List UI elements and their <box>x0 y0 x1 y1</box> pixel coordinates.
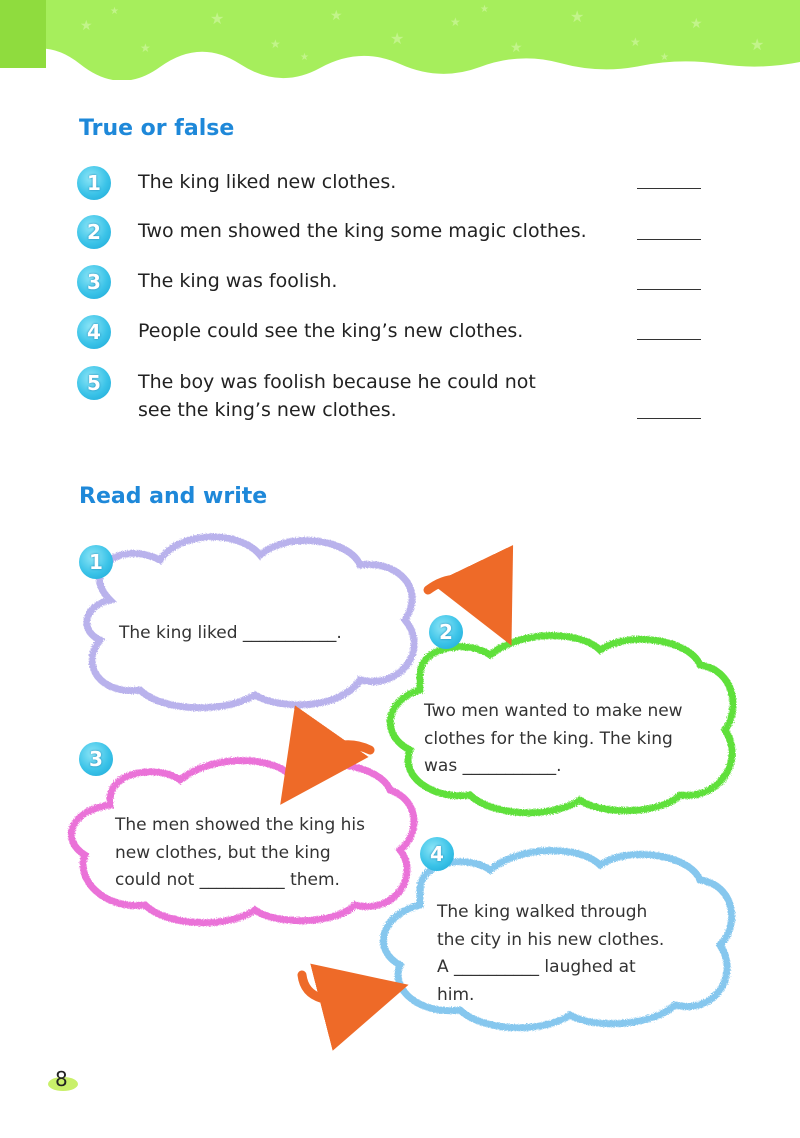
cloud-3-text <box>115 812 365 895</box>
cloud-2-line-1: Two men wanted to make new <box>424 701 683 721</box>
number-badge-1: 1 <box>77 166 111 200</box>
cloud-4-line-3: A __________ laughed at <box>437 957 636 977</box>
svg-text:★: ★ <box>330 8 343 24</box>
cloud-2-line-2: clothes for the king. The king <box>424 728 673 749</box>
number-badge-5: 5 <box>77 366 111 400</box>
statement-4: People could see the king’s new clothes. <box>138 320 524 342</box>
number-badge-4: 4 <box>77 315 111 349</box>
arrow-3-to-4 <box>302 975 365 1000</box>
svg-text:★: ★ <box>80 18 93 34</box>
svg-text:★: ★ <box>750 35 765 54</box>
svg-text:★: ★ <box>110 6 119 17</box>
cloud-1-line-1: The king liked ___________. <box>119 623 342 643</box>
svg-text:★: ★ <box>660 52 669 63</box>
svg-text:★: ★ <box>450 15 461 29</box>
cloud-number-badge-4: 4 <box>420 837 454 871</box>
cloud-3-line-3: could not __________ them. <box>115 870 340 890</box>
cloud-3-line-1: The men showed the king his <box>115 815 366 835</box>
cloud-2-line-3: was ___________. <box>424 756 562 776</box>
statement-5-line-1: The boy was foolish because he could not <box>138 371 536 393</box>
cloud-number-badge-1: 1 <box>79 545 113 579</box>
cloud-1-text <box>119 620 342 648</box>
page-number: 8 <box>55 1067 68 1091</box>
statement-1: The king liked new clothes. <box>138 171 397 193</box>
svg-text:★: ★ <box>210 9 225 28</box>
svg-text:★: ★ <box>570 7 585 26</box>
statement-5-line-2: see the king’s new clothes. <box>138 399 397 421</box>
statement-2: Two men showed the king some magic clothes. <box>138 220 587 242</box>
cloud-4-line-4: him. <box>437 984 475 1005</box>
cloud-3-line-2: new clothes, but the king <box>115 842 331 863</box>
cloud-number-badge-2: 2 <box>429 615 463 649</box>
cloud-number-badge-3: 3 <box>79 742 113 776</box>
section-title-true-or-false: True or false <box>79 116 235 141</box>
section-title-read-and-write: Read and write <box>79 484 268 509</box>
cloud-4-line-2: the city in his new clothes. <box>437 929 665 950</box>
number-badge-3: 3 <box>77 265 111 299</box>
svg-text:★: ★ <box>510 40 523 56</box>
arrow-1-to-2 <box>428 579 492 605</box>
cloud-4-text <box>437 899 664 1009</box>
svg-text:★: ★ <box>140 41 151 55</box>
svg-text:★: ★ <box>270 37 281 51</box>
svg-text:★: ★ <box>390 29 405 48</box>
cloud-2-text <box>424 698 683 781</box>
svg-text:★: ★ <box>300 52 309 63</box>
svg-text:★: ★ <box>630 35 641 49</box>
statement-3: The king was foolish. <box>138 270 338 292</box>
svg-text:★: ★ <box>690 16 703 32</box>
number-badge-2: 2 <box>77 215 111 249</box>
svg-text:★: ★ <box>480 4 489 15</box>
cloud-4-line-1: The king walked through <box>437 902 648 922</box>
